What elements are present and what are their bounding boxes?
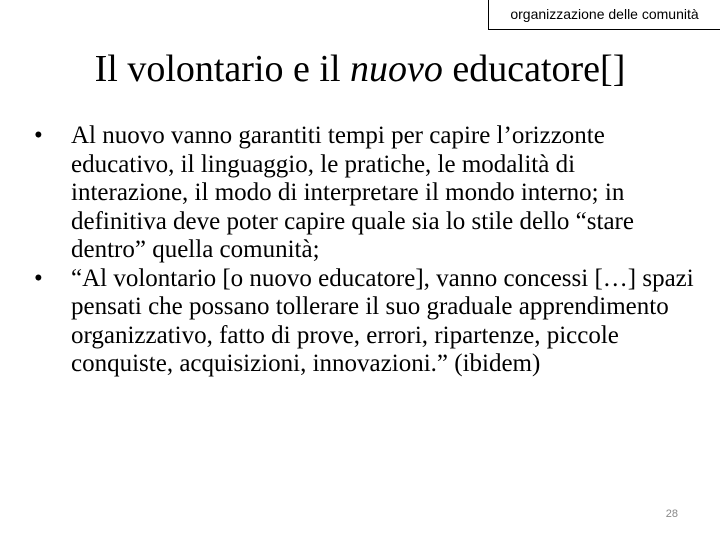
bullet-item — [34, 122, 694, 265]
bullet-icon: • — [34, 264, 43, 292]
bullet-item — [34, 265, 694, 379]
title-part-1: Il volontario e il — [94, 48, 350, 90]
bullet-text: “Al volontario [o nuovo educatore], vanno concessi […] spazi pensati che possano tollerare il suo graduale apprendimento organizzativo, fatto di prove, errori, ripartenze, piccole conquiste, acquisizioni, innovazioni.” (ibidem) — [71, 264, 694, 377]
title-italic-word: nuovo — [350, 48, 443, 90]
bullet-text: Al nuovo vanno garantiti tempi per capire l’orizzonte educativo, il linguaggio, le pratiche, le modalità di interazione, il modo di interpretare il mondo interno; in definitiva deve poter capire quale sia lo stile dello “stare dentro” quella comunità; — [71, 122, 634, 263]
slide-title — [0, 44, 720, 94]
bullet-list — [34, 122, 694, 379]
bullet-icon: • — [34, 122, 43, 149]
title-part-2: educatore[] — [442, 48, 626, 90]
section-tag: organizzazione delle comunità — [488, 0, 720, 30]
page-number: 28 — [665, 508, 678, 520]
